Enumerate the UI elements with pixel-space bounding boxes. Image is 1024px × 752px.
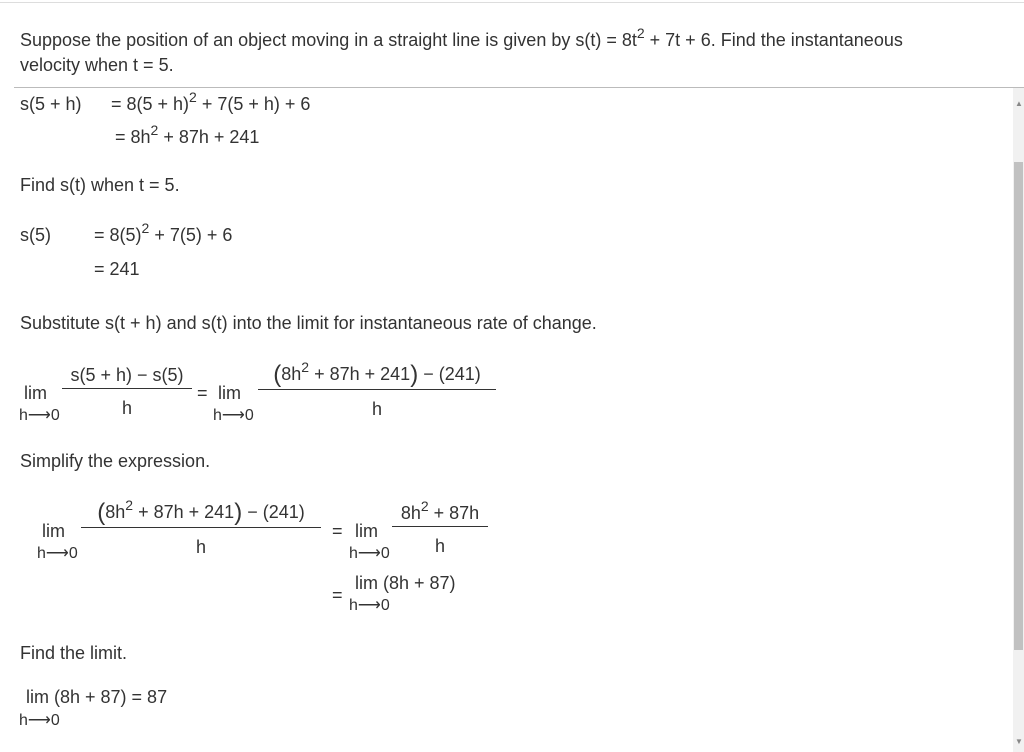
step4-lim-sub: h⟶0 bbox=[37, 545, 78, 562]
step5-title: Find the limit. bbox=[20, 643, 128, 663]
step4-lim: lim bbox=[42, 521, 65, 541]
step2-title: Find s(t) when t = 5. bbox=[20, 175, 180, 195]
step5-expr: lim (8h + 87) = 87 bbox=[26, 687, 168, 707]
step2-row2: = 241 bbox=[94, 259, 140, 279]
step2-row1: = $8(5)^2 + 7(5) + 6$ bbox=[94, 220, 233, 245]
step3-lim: lim bbox=[24, 383, 47, 403]
step4-frac1-num: $(8h^2 + 87h + 241) - (241)$ bbox=[81, 499, 321, 528]
top-border bbox=[0, 2, 1024, 3]
step4-frac2-den: h bbox=[434, 536, 445, 556]
step1-lhs: s(5 + h) bbox=[20, 94, 82, 114]
step4-fraction-1 bbox=[81, 499, 321, 556]
step4-frac1-den: h bbox=[195, 537, 206, 557]
step3-frac2-num: $(8h^2 + 87h + 241) - (241)$ bbox=[258, 361, 496, 390]
step1-row1: = $8(5 + h)^2 + 7(5 + h) + 6$ bbox=[111, 89, 311, 114]
step3-eq: = bbox=[197, 383, 208, 403]
step2-lhs: s(5) bbox=[20, 225, 51, 245]
step1-row2: = $8h^2 + 87h + 241$ bbox=[115, 122, 260, 147]
step3-lim-sub: h⟶0 bbox=[19, 407, 60, 424]
question-line-1: Suppose the position of an object moving in a straight line is given by $s(t) = 8t^2 + 7t + 6$. Find the instantaneous bbox=[20, 25, 903, 50]
step4-fraction-2 bbox=[392, 498, 488, 556]
question-separator bbox=[14, 87, 1024, 88]
step4-frac2-num: $8h^2 + 87h$ bbox=[392, 504, 488, 527]
step4-lim3: lim (8h + 87) bbox=[355, 573, 456, 593]
step3-lim2: lim bbox=[218, 383, 241, 403]
step4-eq: = bbox=[332, 521, 343, 541]
step5-lim-sub: h⟶0 bbox=[19, 712, 60, 729]
step3-title: Substitute s(t + h) and s(t) into the limit for instantaneous rate of change. bbox=[20, 313, 597, 333]
step4-lim2-sub: h⟶0 bbox=[349, 545, 390, 562]
step4-eq2: = bbox=[332, 585, 343, 605]
step3-frac1-den: h bbox=[121, 398, 132, 418]
scrollbar-thumb[interactable] bbox=[1014, 162, 1023, 650]
step4-lim2: lim bbox=[355, 521, 378, 541]
scroll-down-arrow-icon[interactable]: ▼ bbox=[1015, 737, 1023, 746]
step3-fraction-2 bbox=[258, 361, 496, 418]
step4-lim3-sub: h⟶0 bbox=[349, 597, 390, 614]
step3-frac1-num: s(5 + h) − s(5) bbox=[62, 366, 192, 389]
step4-title: Simplify the expression. bbox=[20, 451, 211, 471]
question-line-2: velocity when t = 5. bbox=[20, 55, 174, 75]
step3-lim2-sub: h⟶0 bbox=[213, 407, 254, 424]
step3-frac2-den: h bbox=[371, 399, 382, 419]
scroll-up-arrow-icon[interactable]: ▲ bbox=[1015, 99, 1023, 108]
step3-fraction-1 bbox=[62, 366, 192, 417]
